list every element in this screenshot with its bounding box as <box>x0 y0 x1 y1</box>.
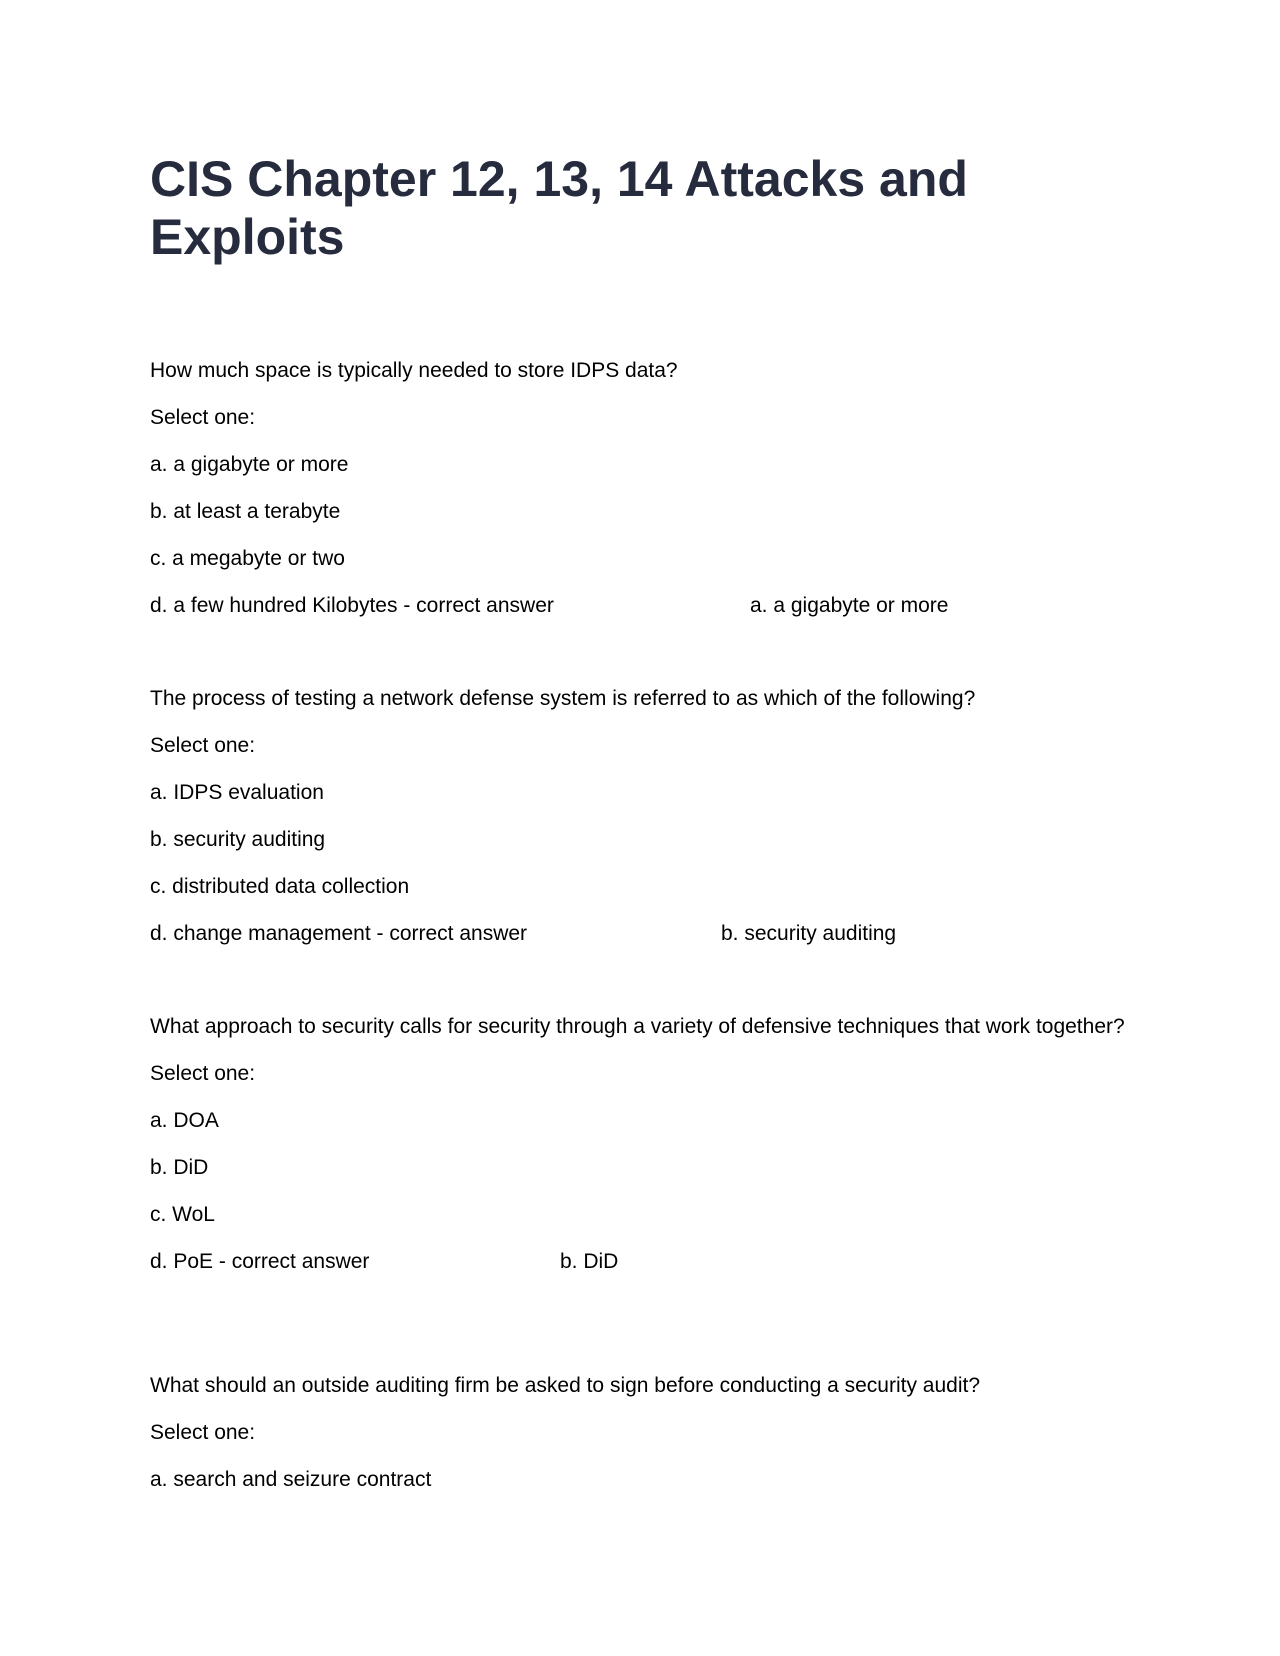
option-d-row <box>150 1246 1130 1277</box>
select-prompt: Select one: <box>150 1421 256 1444</box>
option-c: c. distributed data collection <box>150 875 410 898</box>
option-c: c. a megabyte or two <box>150 547 345 570</box>
document-title: CIS Chapter 12, 13, 14 Attacks and Exploits <box>150 151 968 265</box>
option-c: c. WoL <box>150 1203 215 1226</box>
answer-text: a. a gigabyte or more <box>750 594 949 617</box>
question-text: What should an outside auditing firm be asked to sign before conducting a security audit? <box>150 1374 981 1397</box>
option-d: d. PoE - correct answer <box>150 1250 370 1273</box>
option-d: d. change management - correct answer <box>150 922 528 945</box>
option-a: a. a gigabyte or more <box>150 453 349 476</box>
select-prompt: Select one: <box>150 406 256 429</box>
question-text: What approach to security calls for security through a variety of defensive techniques that work together? <box>150 1015 1125 1038</box>
select-prompt: Select one: <box>150 1062 256 1085</box>
option-d-row <box>150 918 1130 949</box>
question-block <box>150 1011 1130 1277</box>
select-prompt: Select one: <box>150 734 256 757</box>
question-text: The process of testing a network defense system is referred to as which of the following? <box>150 687 976 710</box>
option-a: a. search and seizure contract <box>150 1468 432 1491</box>
answer-text: b. DiD <box>560 1250 619 1273</box>
question-block <box>150 683 1130 949</box>
question-block <box>150 355 1130 621</box>
answer-text: b. security auditing <box>721 922 897 945</box>
option-a: a. DOA <box>150 1109 219 1132</box>
option-d: d. a few hundred Kilobytes - correct answer <box>150 594 554 617</box>
option-d-row <box>150 590 1130 621</box>
option-b: b. DiD <box>150 1156 209 1179</box>
option-a: a. IDPS evaluation <box>150 781 324 804</box>
option-b: b. security auditing <box>150 828 326 851</box>
option-b: b. at least a terabyte <box>150 500 341 523</box>
question-block <box>150 1370 1130 1511</box>
question-text: How much space is typically needed to store IDPS data? <box>150 359 678 382</box>
